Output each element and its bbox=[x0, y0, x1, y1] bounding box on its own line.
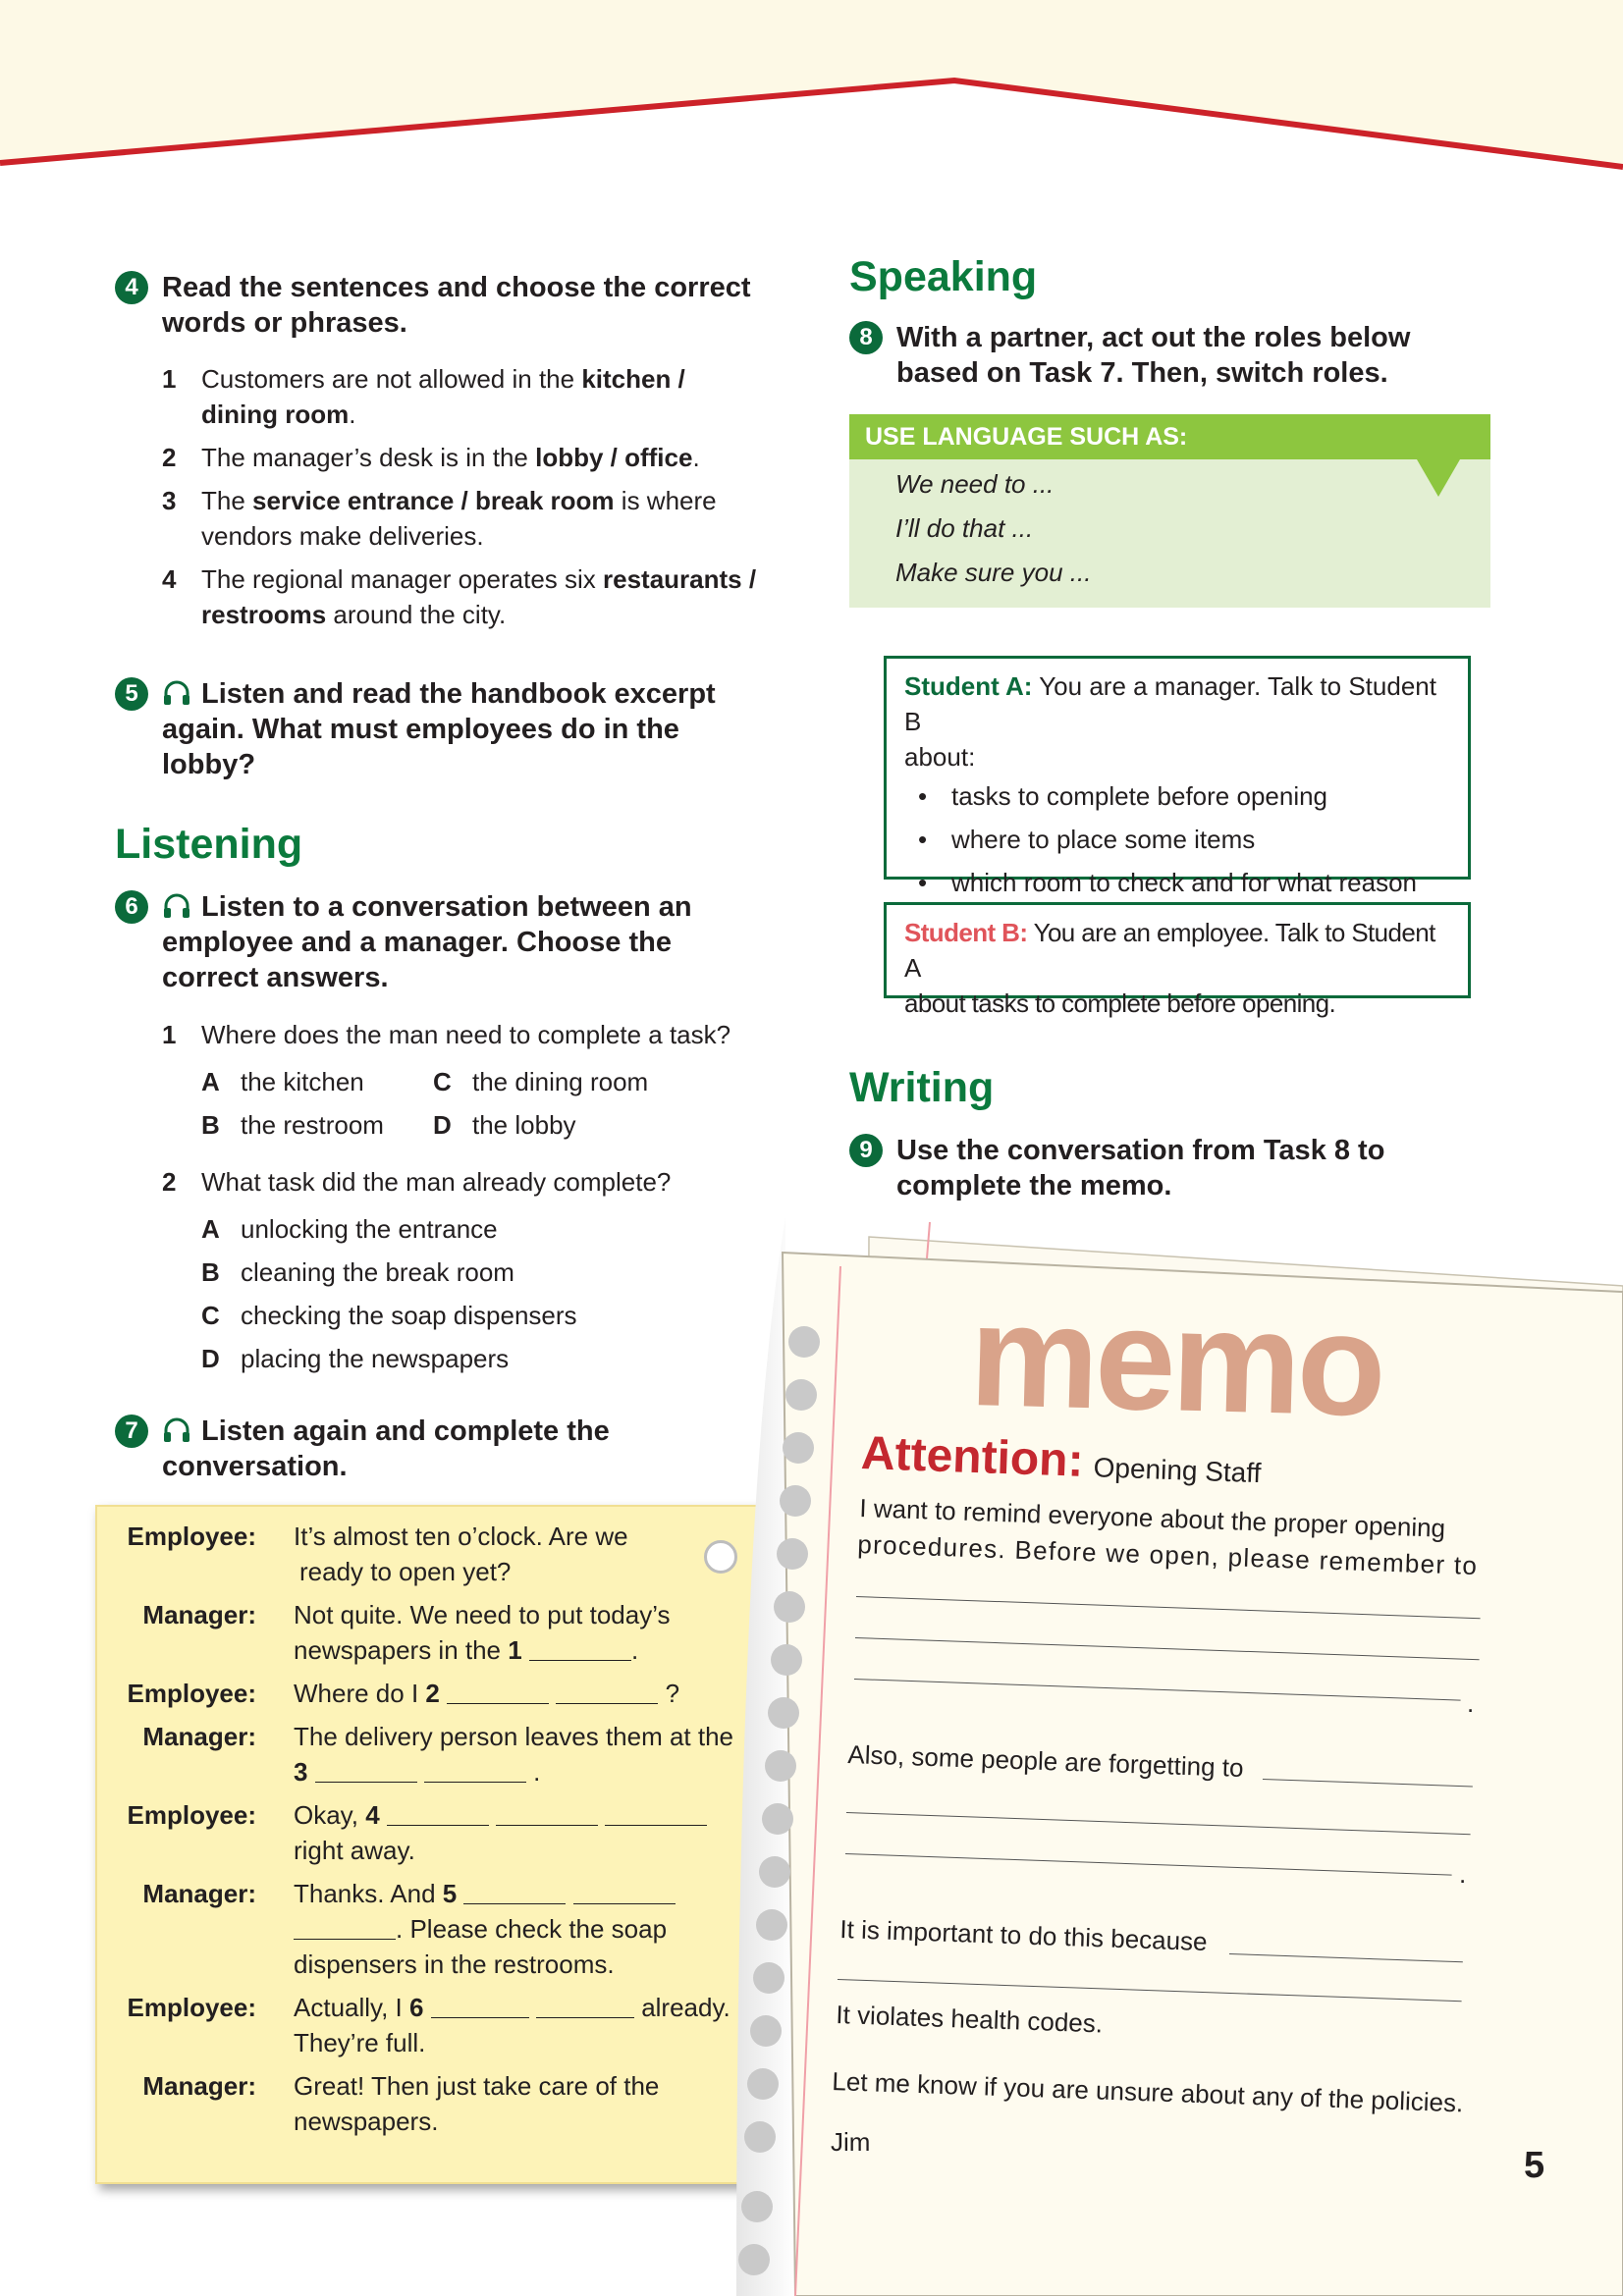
language-phrase: I’ll do that ... bbox=[895, 513, 1034, 543]
answer-option[interactable]: C checking the soap dispensers bbox=[201, 1301, 577, 1330]
answer-blank-4[interactable] bbox=[387, 1803, 489, 1826]
task-6-question-1: 1 Where does the man need to complete a task? A the kitchen C the dining room B the restroom D the lobby bbox=[162, 1017, 790, 1147]
listening-title: Listening bbox=[115, 821, 303, 868]
binder-hole bbox=[750, 2015, 782, 2047]
conversation-note: Employee: It’s almost ten o’clock. Are we ready to open yet? Manager: Not quite. We need to put today’s newspapers in the 1 . Employee: Where do I 2 ? Manager: The delivery person leaves them at the 3 . Employee: Okay, 4 right away. Manager: Thanks. And 5 . Please check the soap dispensers in the restrooms. Employee: Actually, I 6 already. They’re full. Manager: Great! Then just take care of the newspapers. bbox=[95, 1505, 781, 2184]
task-7-heading: 7 Listen again and complete the conversation. bbox=[162, 1414, 790, 1484]
memo-paragraph-5: Let me know if you are unsure about any of the policies. bbox=[831, 2066, 1464, 2118]
binder-hole bbox=[759, 1856, 790, 1888]
binder-hole bbox=[762, 1803, 793, 1835]
speaking-title: Speaking bbox=[849, 253, 1038, 300]
answer-blank-3b[interactable] bbox=[424, 1760, 526, 1783]
binder-hole bbox=[738, 2244, 770, 2275]
choice-option[interactable]: lobby / office bbox=[535, 443, 693, 472]
answer-blank-4b[interactable] bbox=[496, 1803, 598, 1826]
triangle-marker-icon bbox=[1417, 459, 1460, 499]
answer-blank-2b[interactable] bbox=[556, 1682, 658, 1704]
bullet-item: • tasks to complete before opening bbox=[904, 774, 1454, 818]
headphones-icon bbox=[162, 680, 191, 706]
choice-option[interactable]: service entrance / break room bbox=[252, 486, 615, 515]
choice-option[interactable]: restrooms bbox=[201, 600, 327, 629]
task-5-heading: 5 Listen and read the handbook excerpt again. What must employees do in the lobby? bbox=[162, 676, 790, 782]
answer-option[interactable]: C the dining room bbox=[433, 1067, 649, 1096]
binder-hole bbox=[780, 1485, 811, 1517]
answer-blank-6b[interactable] bbox=[536, 1996, 634, 2018]
task-number-badge: 7 bbox=[115, 1415, 148, 1448]
task-4-item: 3 The service entrance / break room is where vendors make deliveries. bbox=[162, 486, 717, 551]
memo-paragraph-2: Also, some people are forgetting to bbox=[846, 1739, 1245, 1784]
task-4-heading: 4 Read the sentences and choose the correct words or phrases. bbox=[162, 270, 790, 341]
task-4-items bbox=[162, 361, 790, 640]
memo-title: memo bbox=[967, 1273, 1384, 1447]
language-phrase: We need to ... bbox=[895, 469, 1055, 499]
answer-option[interactable]: D placing the newspapers bbox=[201, 1344, 510, 1373]
bullet-item: • which room to check and for what reason bbox=[904, 861, 1454, 904]
binder-hole bbox=[771, 1644, 802, 1676]
memo-attention-line: Attention: Opening Staff bbox=[860, 1426, 1262, 1489]
binder-hole bbox=[768, 1697, 799, 1729]
language-box-heading: USE LANGUAGE SUCH AS: bbox=[849, 414, 1490, 459]
task-9-heading: 9 Use the conversation from Task 8 to complete the memo. bbox=[896, 1133, 1486, 1203]
binder-hole bbox=[753, 1962, 784, 1994]
headphones-icon bbox=[162, 1417, 191, 1443]
task-4-item: 2 The manager’s desk is in the lobby / office. bbox=[162, 443, 700, 472]
binder-hole bbox=[777, 1538, 808, 1570]
question-1-options bbox=[162, 1060, 790, 1147]
binder-hole bbox=[744, 2121, 776, 2153]
task-4-item: 4 The regional manager operates six restaurants / restrooms around the city. bbox=[162, 564, 757, 629]
binder-hole bbox=[785, 1379, 817, 1411]
binder-hole bbox=[783, 1432, 814, 1464]
memo-paragraph-1-cont: procedures. Before we open, please remember to bbox=[856, 1529, 1479, 1581]
answer-blank-2[interactable] bbox=[447, 1682, 549, 1704]
task-number-badge: 8 bbox=[849, 321, 883, 354]
binder-hole bbox=[747, 2068, 779, 2100]
task-number-badge: 5 bbox=[115, 677, 148, 711]
headphones-icon bbox=[162, 893, 191, 919]
language-phrase: Make sure you ... bbox=[895, 558, 1092, 587]
answer-option[interactable]: B cleaning the break room bbox=[201, 1257, 514, 1287]
task-4-item: 1 Customers are not allowed in the kitchen / dining room. bbox=[162, 364, 685, 429]
memo-paragraph-3: It is important to do this because bbox=[839, 1914, 1209, 1957]
language-box bbox=[849, 414, 1490, 608]
binder-hole bbox=[741, 2191, 773, 2222]
bullet-item: • where to place some items bbox=[904, 818, 1454, 861]
writing-title: Writing bbox=[849, 1064, 995, 1111]
answer-blank-4c[interactable] bbox=[605, 1803, 707, 1826]
answer-blank-5b[interactable] bbox=[573, 1882, 676, 1904]
task-6-question-2: 2 What task did the man already complete? A unlocking the entrance B cleaning the break room C checking the soap dispensers D placing the newspapers bbox=[162, 1164, 790, 1380]
question-2-options bbox=[162, 1207, 790, 1380]
answer-option[interactable]: D the lobby bbox=[433, 1110, 576, 1140]
binder-hole bbox=[774, 1591, 805, 1623]
answer-blank-3[interactable] bbox=[315, 1760, 417, 1783]
answer-option[interactable]: B the restroom bbox=[201, 1110, 384, 1140]
task-8-heading: 8 With a partner, act out the roles below based on Task 7. Then, switch roles. bbox=[896, 320, 1486, 391]
answer-option[interactable]: A the kitchen bbox=[201, 1067, 364, 1096]
task-number-badge: 9 bbox=[849, 1134, 883, 1167]
choice-option[interactable]: dining room bbox=[201, 400, 350, 429]
binder-hole bbox=[765, 1750, 796, 1782]
answer-option[interactable]: A unlocking the entrance bbox=[201, 1214, 498, 1244]
student-b-box: Student B: You are an employee. Talk to Student A about tasks to complete before opening. bbox=[884, 902, 1471, 998]
binder-hole bbox=[788, 1326, 820, 1358]
memo-paragraph-4: It violates health codes. bbox=[835, 2000, 1104, 2039]
binder-hole bbox=[756, 1909, 787, 1941]
answer-blank-1[interactable] bbox=[529, 1638, 631, 1661]
choice-option[interactable]: kitchen / bbox=[581, 364, 685, 394]
answer-blank-5[interactable] bbox=[463, 1882, 566, 1904]
task-number-badge: 4 bbox=[115, 271, 148, 304]
header-band bbox=[0, 0, 1623, 177]
memo-paragraph-1: I want to remind everyone about the proper opening bbox=[858, 1493, 1446, 1543]
choice-option[interactable]: restaurants / bbox=[603, 564, 757, 594]
page-number: 5 bbox=[1524, 2145, 1545, 2186]
answer-blank-5c[interactable] bbox=[294, 1917, 396, 1940]
task-6-heading: 6 Listen to a conversation between an employee and a manager. Choose the correct answers. bbox=[162, 889, 790, 995]
task-number-badge: 6 bbox=[115, 890, 148, 924]
student-a-box: Student A: You are a manager. Talk to Student B about: • tasks to complete before opening • where to place some items • which room to check and for what reason bbox=[884, 656, 1471, 880]
answer-blank-6[interactable] bbox=[431, 1996, 529, 2018]
memo-signature: Jim bbox=[831, 2127, 871, 2157]
